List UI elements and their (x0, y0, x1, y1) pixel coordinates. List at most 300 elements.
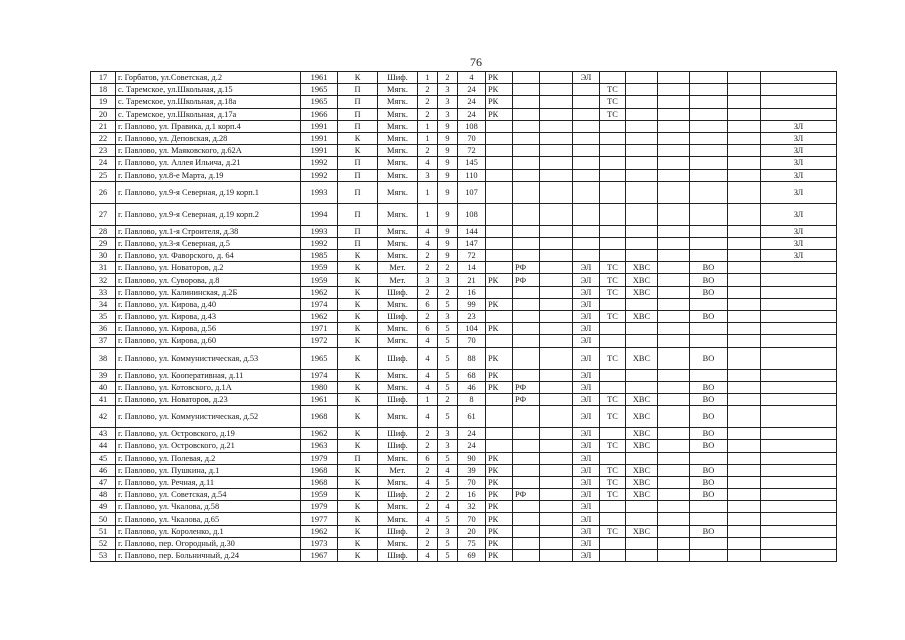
cell-apartments: 8 (458, 393, 486, 405)
cell-col-ts: ТС (600, 476, 626, 488)
cell-col-gvs (658, 225, 690, 237)
table-row (91, 145, 837, 157)
cell-col-gvs (658, 120, 690, 132)
cell-col-gs (728, 181, 761, 203)
cell-roof-type: Мягк. (378, 157, 418, 169)
cell-col-extra (540, 120, 573, 132)
cell-col-zl: ЗЛ (761, 203, 837, 225)
cell-col-zl (761, 476, 837, 488)
cell-col-hvs (626, 225, 658, 237)
cell-col-ts (600, 181, 626, 203)
cell-col-zl (761, 274, 837, 286)
cell-col-vo (690, 169, 728, 181)
cell-col-rf (513, 311, 540, 323)
cell-wall-material: П (338, 237, 378, 249)
cell-col-rf (513, 406, 540, 428)
cell-roof-type: Мягк. (378, 476, 418, 488)
cell-col-hvs (626, 132, 658, 144)
cell-row-number: 28 (91, 225, 116, 237)
cell-row-number: 24 (91, 157, 116, 169)
cell-roof-type: Мет. (378, 464, 418, 476)
cell-col-ts: ТС (600, 393, 626, 405)
cell-col-gs (728, 225, 761, 237)
cell-col-gs (728, 311, 761, 323)
cell-address: г. Павлово, ул. Чкалова, д.58 (116, 501, 301, 513)
cell-entrances: 2 (418, 286, 438, 298)
cell-col-vo (690, 72, 728, 84)
cell-col-gs (728, 525, 761, 537)
cell-col-el: ЭЛ (573, 550, 600, 562)
cell-col-gvs (658, 369, 690, 381)
cell-col-vo (690, 157, 728, 169)
cell-col-rk (486, 237, 513, 249)
table-row (91, 108, 837, 120)
cell-roof-type: Мягк. (378, 381, 418, 393)
cell-address: г. Павлово, ул. Островского, д.19 (116, 428, 301, 440)
cell-col-ts (600, 381, 626, 393)
cell-col-gs (728, 537, 761, 549)
cell-row-number: 23 (91, 145, 116, 157)
cell-wall-material: К (338, 489, 378, 501)
cell-row-number: 33 (91, 286, 116, 298)
cell-address: г. Павлово, ул.8-е Марта, д.19 (116, 169, 301, 181)
table-row (91, 262, 837, 274)
cell-roof-type: Мягк. (378, 96, 418, 108)
cell-year-built: 1979 (301, 501, 338, 513)
cell-col-vo: ВО (690, 262, 728, 274)
cell-col-zl: ЗЛ (761, 157, 837, 169)
cell-col-gvs (658, 132, 690, 144)
page-number: 76 (470, 55, 482, 69)
cell-entrances: 1 (418, 120, 438, 132)
cell-apartments: 70 (458, 513, 486, 525)
cell-col-hvs (626, 513, 658, 525)
cell-col-hvs (626, 335, 658, 347)
table-row (91, 72, 837, 84)
cell-apartments: 24 (458, 96, 486, 108)
cell-col-rk (486, 132, 513, 144)
table-row (91, 501, 837, 513)
cell-col-gs (728, 464, 761, 476)
cell-col-extra (540, 440, 573, 452)
cell-entrances: 2 (418, 145, 438, 157)
cell-col-zl (761, 311, 837, 323)
cell-wall-material: К (338, 369, 378, 381)
cell-col-rf: РФ (513, 489, 540, 501)
cell-apartments: 145 (458, 157, 486, 169)
table-row (91, 369, 837, 381)
cell-col-zl (761, 525, 837, 537)
building-registry-table (90, 71, 837, 562)
cell-col-vo: ВО (690, 286, 728, 298)
cell-col-zl: ЗЛ (761, 181, 837, 203)
cell-col-el: ЭЛ (573, 381, 600, 393)
cell-col-zl (761, 72, 837, 84)
cell-row-number: 49 (91, 501, 116, 513)
cell-floors: 9 (438, 250, 458, 262)
cell-col-rf (513, 428, 540, 440)
cell-address: с. Таремское, ул.Школьная, д.15 (116, 84, 301, 96)
cell-row-number: 26 (91, 181, 116, 203)
cell-address: г. Павлово, ул. Речная, д.11 (116, 476, 301, 488)
cell-address: г. Павлово, ул. Новаторов, д.23 (116, 393, 301, 405)
cell-apartments: 90 (458, 452, 486, 464)
cell-address: г. Павлово, ул.3-я Северная, д.5 (116, 237, 301, 249)
cell-col-gvs (658, 550, 690, 562)
cell-col-vo (690, 335, 728, 347)
cell-col-vo: ВО (690, 393, 728, 405)
cell-col-rf: РФ (513, 393, 540, 405)
cell-col-hvs (626, 120, 658, 132)
table-row (91, 381, 837, 393)
cell-col-rk (486, 335, 513, 347)
cell-col-vo: ВО (690, 525, 728, 537)
cell-col-gvs (658, 501, 690, 513)
cell-entrances: 4 (418, 550, 438, 562)
cell-wall-material: К (338, 440, 378, 452)
cell-col-extra (540, 513, 573, 525)
cell-col-el: ЭЛ (573, 476, 600, 488)
cell-floors: 5 (438, 550, 458, 562)
cell-col-ts (600, 537, 626, 549)
cell-floors: 3 (438, 96, 458, 108)
cell-floors: 5 (438, 513, 458, 525)
cell-wall-material: К (338, 464, 378, 476)
cell-address: г. Павлово, ул. Фаворского, д. 64 (116, 250, 301, 262)
cell-col-rf: РФ (513, 262, 540, 274)
table-row (91, 440, 837, 452)
cell-col-vo (690, 181, 728, 203)
cell-year-built: 1971 (301, 323, 338, 335)
cell-col-rk: РК (486, 108, 513, 120)
cell-col-hvs (626, 323, 658, 335)
cell-col-ts (600, 250, 626, 262)
cell-col-ts (600, 550, 626, 562)
cell-col-el: ЭЛ (573, 452, 600, 464)
cell-col-el: ЭЛ (573, 537, 600, 549)
cell-col-zl (761, 96, 837, 108)
cell-col-hvs (626, 501, 658, 513)
table-row (91, 132, 837, 144)
cell-apartments: 24 (458, 84, 486, 96)
cell-col-el: ЭЛ (573, 72, 600, 84)
table-row (91, 347, 837, 369)
cell-row-number: 18 (91, 84, 116, 96)
cell-col-rf (513, 181, 540, 203)
cell-address: г. Павлово, ул. Кирова, д.56 (116, 323, 301, 335)
cell-apartments: 70 (458, 476, 486, 488)
cell-entrances: 4 (418, 369, 438, 381)
cell-col-extra (540, 225, 573, 237)
cell-col-hvs: ХВС (626, 464, 658, 476)
cell-year-built: 1993 (301, 225, 338, 237)
cell-col-gvs (658, 72, 690, 84)
cell-col-ts: ТС (600, 525, 626, 537)
cell-roof-type: Мягк. (378, 250, 418, 262)
cell-apartments: 104 (458, 323, 486, 335)
cell-roof-type: Шиф. (378, 72, 418, 84)
cell-col-ts (600, 335, 626, 347)
cell-col-rk: РК (486, 96, 513, 108)
cell-col-zl: ЗЛ (761, 237, 837, 249)
cell-col-el: ЭЛ (573, 501, 600, 513)
cell-entrances: 4 (418, 335, 438, 347)
cell-col-el: ЭЛ (573, 513, 600, 525)
cell-col-gs (728, 347, 761, 369)
cell-entrances: 4 (418, 237, 438, 249)
cell-col-hvs: ХВС (626, 393, 658, 405)
cell-address: г. Павлово, ул. Коммунистическая, д.52 (116, 406, 301, 428)
cell-col-gvs (658, 428, 690, 440)
cell-entrances: 1 (418, 203, 438, 225)
table-row (91, 203, 837, 225)
cell-col-rk (486, 169, 513, 181)
cell-col-hvs: ХВС (626, 406, 658, 428)
cell-col-rk (486, 250, 513, 262)
cell-col-gvs (658, 311, 690, 323)
cell-wall-material: К (338, 72, 378, 84)
registry-body (91, 72, 837, 562)
cell-col-el: ЭЛ (573, 274, 600, 286)
cell-col-hvs (626, 145, 658, 157)
cell-col-gs (728, 513, 761, 525)
cell-floors: 5 (438, 476, 458, 488)
cell-col-rf (513, 537, 540, 549)
cell-wall-material: П (338, 108, 378, 120)
cell-col-rk: РК (486, 323, 513, 335)
cell-col-el: ЭЛ (573, 406, 600, 428)
cell-col-extra (540, 428, 573, 440)
cell-roof-type: Мягк. (378, 369, 418, 381)
cell-col-zl (761, 440, 837, 452)
cell-col-vo (690, 108, 728, 120)
cell-col-ts (600, 323, 626, 335)
cell-year-built: 1973 (301, 537, 338, 549)
cell-apartments: 147 (458, 237, 486, 249)
cell-wall-material: П (338, 84, 378, 96)
cell-col-rk (486, 311, 513, 323)
cell-floors: 3 (438, 440, 458, 452)
cell-col-rk (486, 157, 513, 169)
cell-col-vo (690, 132, 728, 144)
cell-roof-type: Мягк. (378, 406, 418, 428)
cell-col-ts: ТС (600, 108, 626, 120)
cell-col-ts (600, 298, 626, 310)
table-row (91, 311, 837, 323)
cell-col-hvs (626, 181, 658, 203)
cell-col-gs (728, 120, 761, 132)
cell-apartments: 72 (458, 145, 486, 157)
cell-year-built: 1991 (301, 120, 338, 132)
cell-col-extra (540, 181, 573, 203)
cell-col-zl (761, 381, 837, 393)
cell-wall-material: П (338, 203, 378, 225)
cell-col-el (573, 250, 600, 262)
cell-apartments: 108 (458, 203, 486, 225)
cell-floors: 2 (438, 489, 458, 501)
cell-col-rf (513, 501, 540, 513)
cell-col-gs (728, 84, 761, 96)
cell-address: г. Горбатов, ул.Советская, д.2 (116, 72, 301, 84)
cell-col-gs (728, 369, 761, 381)
cell-col-ts (600, 132, 626, 144)
cell-col-ts: ТС (600, 311, 626, 323)
cell-row-number: 42 (91, 406, 116, 428)
cell-address: г. Павлово, ул. Чкалова, д.65 (116, 513, 301, 525)
cell-col-hvs (626, 72, 658, 84)
cell-row-number: 20 (91, 108, 116, 120)
cell-col-gs (728, 72, 761, 84)
cell-col-gs (728, 132, 761, 144)
cell-col-hvs (626, 550, 658, 562)
cell-address: г. Павлово, ул. Кирова, д.40 (116, 298, 301, 310)
cell-floors: 2 (438, 286, 458, 298)
cell-col-extra (540, 203, 573, 225)
cell-col-vo: ВО (690, 347, 728, 369)
cell-col-rk: РК (486, 381, 513, 393)
cell-col-gvs (658, 157, 690, 169)
cell-col-zl (761, 108, 837, 120)
cell-col-extra (540, 369, 573, 381)
cell-col-gs (728, 452, 761, 464)
cell-col-el: ЭЛ (573, 335, 600, 347)
cell-col-extra (540, 476, 573, 488)
cell-wall-material: К (338, 132, 378, 144)
cell-entrances: 4 (418, 347, 438, 369)
cell-col-gvs (658, 525, 690, 537)
cell-apartments: 72 (458, 250, 486, 262)
cell-address: г. Павлово, ул. Кирова, д.43 (116, 311, 301, 323)
cell-col-rk: РК (486, 72, 513, 84)
cell-col-gvs (658, 513, 690, 525)
cell-col-extra (540, 525, 573, 537)
cell-col-gvs (658, 464, 690, 476)
cell-year-built: 1992 (301, 157, 338, 169)
table-row (91, 96, 837, 108)
cell-col-vo (690, 96, 728, 108)
cell-col-extra (540, 237, 573, 249)
cell-col-ts: ТС (600, 347, 626, 369)
cell-col-rk: РК (486, 369, 513, 381)
cell-col-vo (690, 537, 728, 549)
cell-col-el: ЭЛ (573, 369, 600, 381)
cell-address: г. Павлово, ул. Деповская, д.28 (116, 132, 301, 144)
cell-address: г. Павлово, ул. Кирова, д.60 (116, 335, 301, 347)
cell-entrances: 1 (418, 181, 438, 203)
cell-col-gs (728, 286, 761, 298)
cell-col-vo (690, 452, 728, 464)
cell-address: г. Павлово, ул.9-я Северная, д.19 корп.2 (116, 203, 301, 225)
cell-year-built: 1961 (301, 393, 338, 405)
cell-entrances: 2 (418, 525, 438, 537)
cell-col-rk (486, 262, 513, 274)
cell-floors: 9 (438, 157, 458, 169)
cell-year-built: 1991 (301, 145, 338, 157)
cell-year-built: 1968 (301, 464, 338, 476)
cell-col-hvs (626, 169, 658, 181)
cell-floors: 3 (438, 311, 458, 323)
cell-col-extra (540, 311, 573, 323)
cell-col-rk (486, 440, 513, 452)
cell-address: г. Павлово, ул. Правика, д.1 корп.4 (116, 120, 301, 132)
cell-col-rk: РК (486, 84, 513, 96)
cell-apartments: 16 (458, 489, 486, 501)
cell-col-gvs (658, 274, 690, 286)
cell-row-number: 53 (91, 550, 116, 562)
cell-col-zl (761, 406, 837, 428)
cell-apartments: 99 (458, 298, 486, 310)
cell-wall-material: К (338, 501, 378, 513)
cell-col-el: ЭЛ (573, 393, 600, 405)
cell-roof-type: Шиф. (378, 311, 418, 323)
cell-col-vo: ВО (690, 381, 728, 393)
cell-col-extra (540, 550, 573, 562)
cell-col-extra (540, 108, 573, 120)
cell-roof-type: Шиф. (378, 428, 418, 440)
cell-row-number: 37 (91, 335, 116, 347)
cell-col-gs (728, 250, 761, 262)
cell-apartments: 14 (458, 262, 486, 274)
cell-col-vo: ВО (690, 311, 728, 323)
cell-entrances: 1 (418, 132, 438, 144)
cell-address: г. Павлово, ул.1-я Строителя, д.38 (116, 225, 301, 237)
cell-col-el: ЭЛ (573, 262, 600, 274)
cell-address: г. Павлово, ул. Кооперативная, д.11 (116, 369, 301, 381)
cell-apartments: 144 (458, 225, 486, 237)
cell-year-built: 1977 (301, 513, 338, 525)
cell-col-gvs (658, 237, 690, 249)
cell-col-gs (728, 96, 761, 108)
cell-col-rk: РК (486, 298, 513, 310)
cell-col-el (573, 120, 600, 132)
cell-col-el: ЭЛ (573, 286, 600, 298)
cell-col-el (573, 157, 600, 169)
cell-col-extra (540, 501, 573, 513)
cell-col-zl: ЗЛ (761, 145, 837, 157)
cell-col-rf (513, 452, 540, 464)
cell-roof-type: Шиф. (378, 393, 418, 405)
cell-apartments: 70 (458, 335, 486, 347)
cell-col-gvs (658, 250, 690, 262)
cell-col-hvs (626, 96, 658, 108)
cell-col-rk: РК (486, 550, 513, 562)
cell-col-rk (486, 406, 513, 428)
cell-col-gs (728, 237, 761, 249)
cell-col-el: ЭЛ (573, 311, 600, 323)
cell-row-number: 25 (91, 169, 116, 181)
cell-row-number: 21 (91, 120, 116, 132)
cell-year-built: 1967 (301, 550, 338, 562)
cell-year-built: 1962 (301, 428, 338, 440)
cell-entrances: 4 (418, 381, 438, 393)
cell-col-gvs (658, 262, 690, 274)
cell-row-number: 39 (91, 369, 116, 381)
cell-col-el (573, 96, 600, 108)
cell-floors: 5 (438, 298, 458, 310)
cell-col-ts (600, 120, 626, 132)
cell-col-rf (513, 225, 540, 237)
cell-wall-material: П (338, 157, 378, 169)
cell-col-el (573, 225, 600, 237)
cell-floors: 9 (438, 237, 458, 249)
cell-col-el (573, 145, 600, 157)
cell-col-hvs: ХВС (626, 347, 658, 369)
cell-col-vo: ВО (690, 406, 728, 428)
cell-col-extra (540, 84, 573, 96)
cell-floors: 9 (438, 120, 458, 132)
cell-row-number: 52 (91, 537, 116, 549)
cell-col-rf (513, 550, 540, 562)
